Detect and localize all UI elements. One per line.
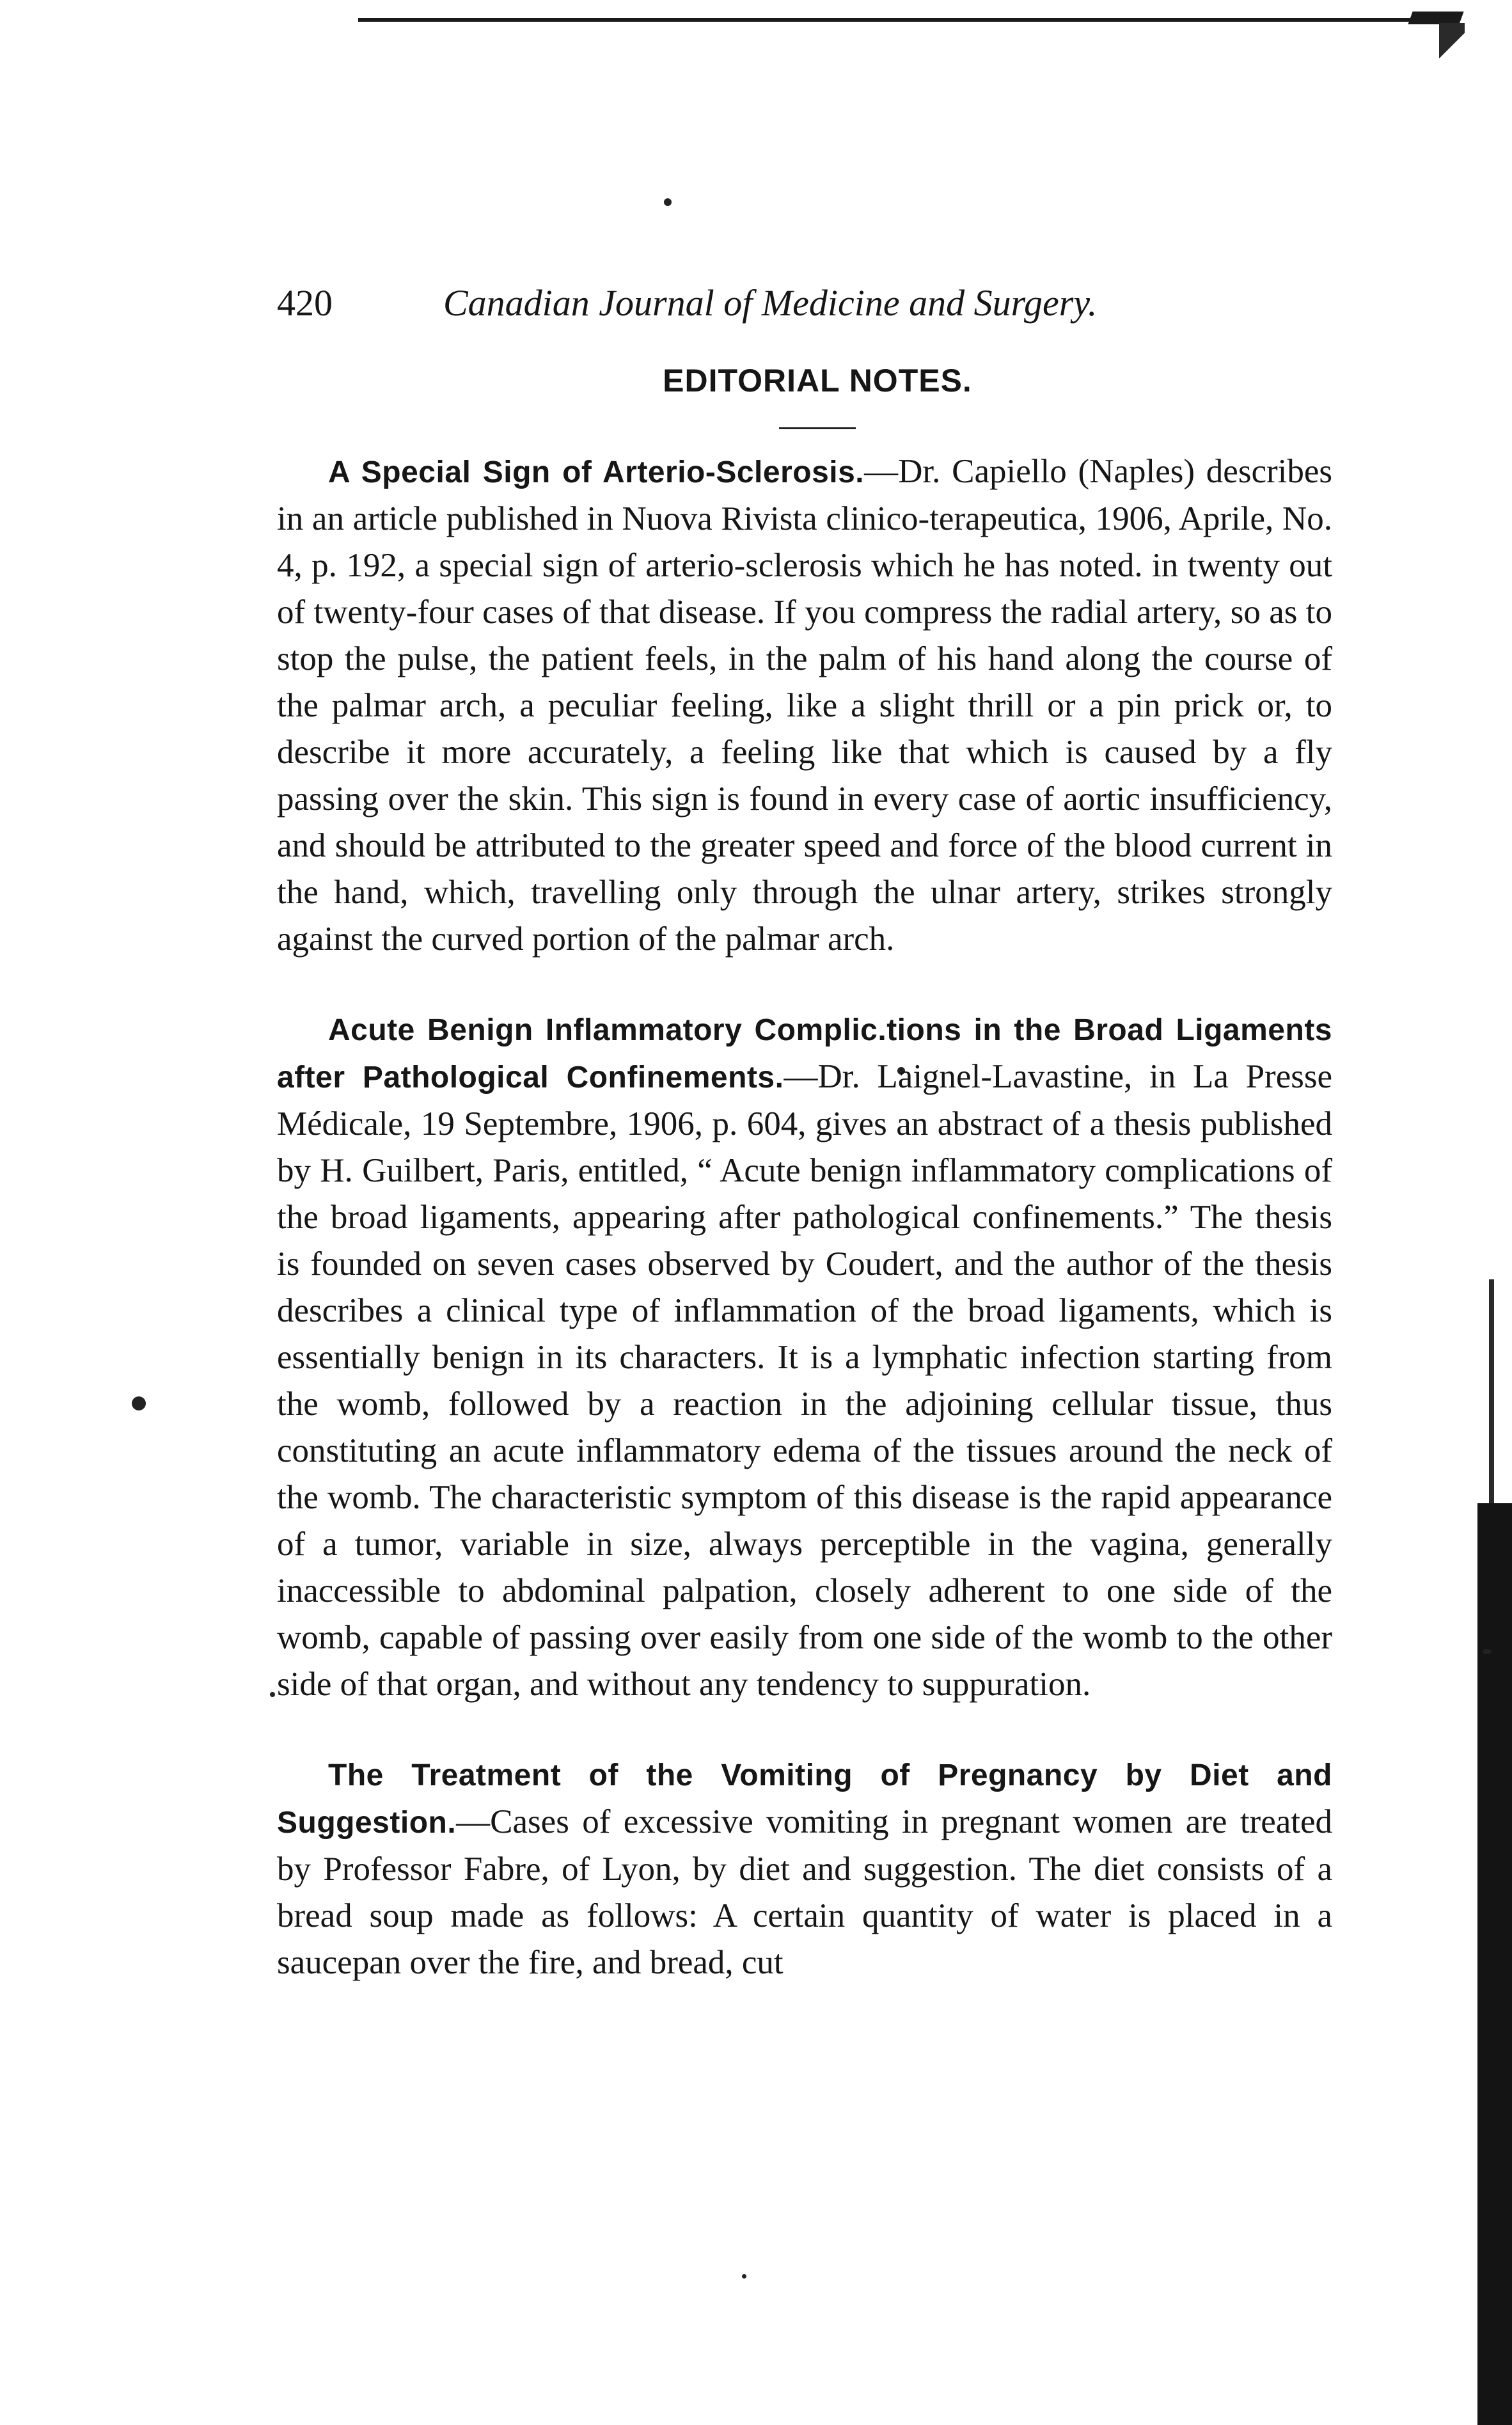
article-title: The Treatment of the Vomiting of Pregnancy by Diet and Suggestion. [277,1758,1332,1840]
article-broad-ligaments [277,1006,1332,1708]
article-body: —Cases of excessive vomiting in pregnant women are treated by Professor Fabre, of Lyon, by diet and suggestion. The diet consists of a bread soup made as follows: A certain quantity of water is placed in a saucepan over the fire, and bread, cut [277,1803,1332,1981]
page-top-rule-end [1408,12,1463,24]
scan-corner-mark [1439,23,1465,61]
article-arterio-sclerosis [277,448,1332,963]
page-number: 420 [277,282,333,324]
article-body: —Dr. Laignel-Lavastine, in La Presse Médicale, 19 Septembre, 1906, p. 604, gives an abstract of a thesis published by H. Guilbert, Paris, entitled, “ Acute benign inflammatory complications of the broad ligaments, appearing after pathological confinements.” The thesis is founded on seven cases observed by Coudert, and the author of the thesis describes a clinical type of inflammation of the broad ligaments, which is essentially benign in its characters. It is a lymphatic infection starting from the womb, followed by a reaction in the adjoining cellular tissue, thus constituting an acute inflammatory edema of the tissues around the neck of the womb. The characteristic symptom of this disease is the rapid appearance of a tumor, variable in size, always perceptible in the vagina, generally inaccessible to abdominal palpation, closely adherent to one side of the womb, capable of passing over easily from one side of the womb to the other side of that organ, and without any tendency to suppuration. [277,1058,1333,1703]
journal-page [277,269,1332,1986]
section-divider [779,427,856,429]
article-title: Acute Benign Inflammatory Complic.tions in the Broad Ligaments after Pathological Confinements. [277,1013,1332,1094]
page-header [277,269,1332,358]
page-top-rule [358,18,1458,22]
scan-speck [664,198,672,206]
running-title: Canadian Journal of Medicine and Surgery. [443,282,1098,324]
scan-speck [132,1396,146,1410]
scan-speck [1483,1649,1492,1654]
scan-edge-shadow [1489,1279,1494,1510]
scan-speck [742,2274,746,2279]
scan-speck [270,1692,275,1697]
article-vomiting-pregnancy [277,1751,1332,1986]
article-title: A Special Sign of Arterio-Sclerosis. [328,455,865,489]
section-title: EDITORIAL NOTES. [663,363,972,399]
article-body: —Dr. Capiello (Naples) describes in an article published in Nuova Rivista clinico-terapeutica, 1906, Aprile, No. 4, p. 192, a special sign of arterio-sclerosis which he has noted. in twenty out of twenty-four cases of that disease. If you compress the radial artery, so as to stop the pulse, the patient feels, in the palm of his hand along the course of the palmar arch, a peculiar feeling, like a slight thrill or a pin prick or, to describe it more accurately, a feeling like that which is caused by a fly passing over the skin. This sign is found in every case of aortic insufficiency, and should be attributed to the greater speed and force of the blood current in the hand, which, travelling only through the ulnar artery, strikes strongly against the curved portion of the palmar arch. [277,453,1332,958]
scan-edge-shadow [1477,1503,1512,2425]
